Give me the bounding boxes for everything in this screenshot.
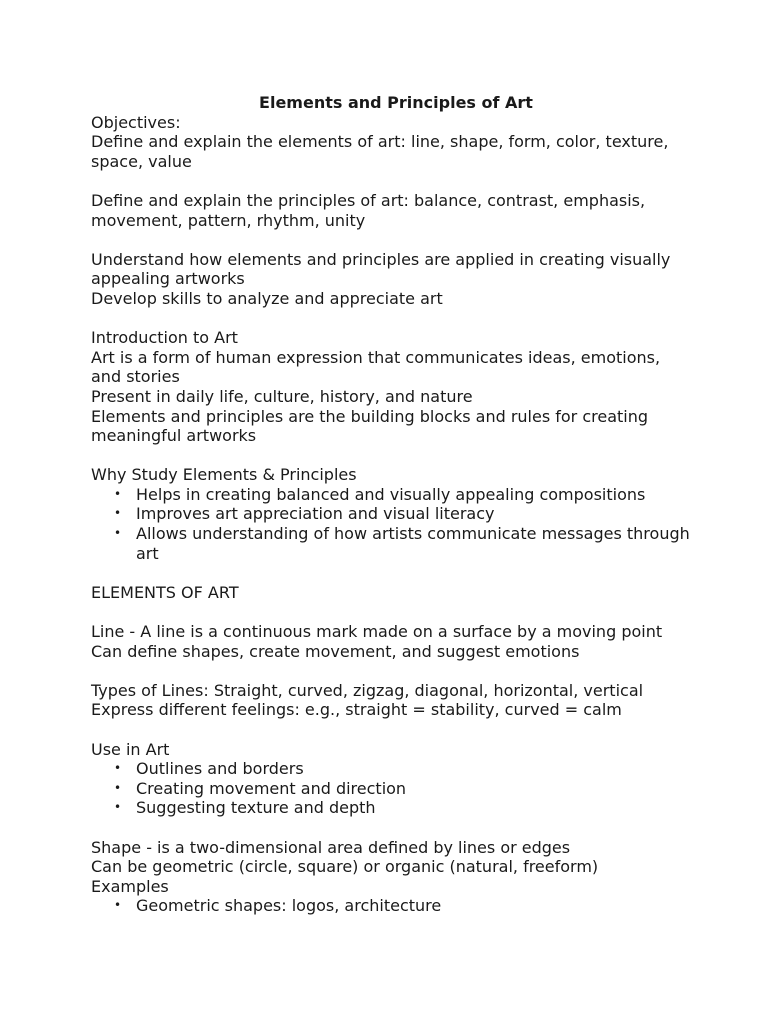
list-item: • Helps in creating balanced and visually appealing compositions: [136, 485, 691, 505]
spacer: [91, 818, 691, 838]
page-title: Elements and Principles of Art: [259, 93, 533, 112]
spacer: [91, 563, 691, 583]
spacer: [91, 602, 691, 622]
use-in-art-list: [91, 759, 691, 818]
list-item: • Improves art appreciation and visual literacy: [136, 504, 691, 524]
list-item: • Creating movement and direction: [136, 779, 691, 799]
intro-heading: Introduction to Art: [91, 328, 238, 348]
objective-text: Define and explain the principles of art: balance, contrast, emphasis, movement, pattern, rhythm, unity: [91, 190, 646, 230]
why-list: [91, 485, 691, 563]
line-text: Can define shapes, create movement, and suggest emotions: [91, 641, 580, 661]
spacer: [91, 171, 691, 191]
objective-text: Understand how elements and principles are applied in creating visually appealing artworks: [91, 249, 671, 289]
spacer: [91, 446, 691, 466]
list-item: • Geometric shapes: logos, architecture: [136, 896, 691, 916]
line-text: Express different feelings: e.g., straight = stability, curved = calm: [91, 700, 622, 720]
intro-text: Art is a form of human expression that communicates ideas, emotions, and stories: [91, 347, 661, 387]
use-in-art-heading: Use in Art: [91, 739, 170, 759]
spacer: [91, 230, 691, 250]
spacer: [91, 661, 691, 681]
intro-text: Present in daily life, culture, history, and nature: [91, 386, 473, 406]
why-heading: Why Study Elements & Principles: [91, 465, 357, 485]
spacer: [91, 309, 691, 329]
document-page: [91, 93, 691, 916]
list-item: • Outlines and borders: [136, 759, 691, 779]
shape-text: Examples: [91, 876, 169, 896]
elements-heading: ELEMENTS OF ART: [91, 582, 239, 602]
objective-text: Define and explain the elements of art: line, shape, form, color, texture, space, value: [91, 132, 669, 171]
objective-text: Develop skills to analyze and appreciate art: [91, 288, 443, 308]
objectives-heading: Objectives:: [91, 112, 181, 132]
line-text: Line - A line is a continuous mark made on a surface by a moving point: [91, 622, 663, 642]
line-text: Types of Lines: Straight, curved, zigzag, diagonal, horizontal, vertical: [91, 680, 644, 700]
shape-text: Shape - is a two-dimensional area defined by lines or edges: [91, 837, 571, 857]
shape-examples-list: [91, 896, 691, 916]
list-item: • Allows understanding of how artists communicate messages through art: [136, 524, 691, 563]
shape-text: Can be geometric (circle, square) or organic (natural, freeform): [91, 857, 599, 877]
spacer: [91, 720, 691, 740]
list-item: • Suggesting texture and depth: [136, 798, 691, 818]
intro-text: Elements and principles are the building blocks and rules for creating meaningful artworks: [91, 406, 649, 446]
